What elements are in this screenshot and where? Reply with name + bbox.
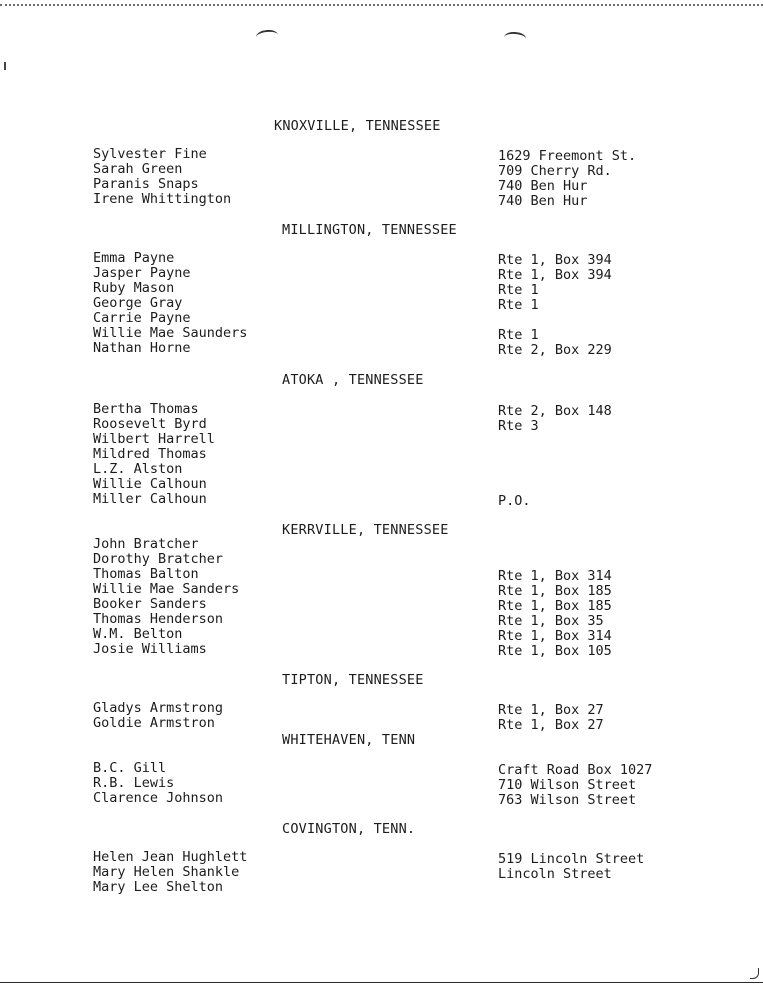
person-name: Thomas Henderson — [93, 611, 224, 627]
person-name: Paranis Snaps — [93, 176, 199, 192]
address: Rte 2, Box 229 — [498, 342, 612, 358]
name-list — [93, 402, 215, 507]
section-heading: TIPTON, TENNESSEE — [282, 672, 424, 688]
person-name: Roosevelt Byrd — [93, 416, 207, 432]
person-name: Mary Lee Shelton — [93, 879, 224, 895]
person-name: R.B. Lewis — [93, 775, 175, 791]
person-name: Clarence Johnson — [93, 790, 224, 806]
person-name: Willie Mae Sanders — [93, 581, 240, 597]
page-bottom-edge — [0, 982, 763, 983]
person-name: Carrie Payne — [93, 310, 191, 326]
address: P.O. — [498, 493, 531, 509]
person-name: Ruby Mason — [93, 280, 175, 296]
section-heading: COVINGTON, TENN. — [282, 821, 416, 837]
binder-hole-mark — [504, 31, 527, 45]
address: 1629 Freemont St. — [498, 148, 637, 164]
person-name: Booker Sanders — [93, 596, 207, 612]
person-name: George Gray — [93, 295, 183, 311]
section-heading: ATOKA , TENNESSEE — [282, 372, 424, 388]
address: Craft Road Box 1027 — [498, 762, 653, 778]
address: Rte 1 — [498, 327, 539, 343]
address: 519 Lincoln Street — [498, 851, 645, 867]
person-name: Goldie Armstron — [93, 715, 215, 731]
person-name: Mildred Thomas — [93, 446, 207, 462]
address — [498, 449, 612, 464]
address: Rte 1, Box 185 — [498, 583, 612, 599]
address — [498, 434, 612, 449]
address — [498, 539, 612, 554]
address: Rte 1, Box 27 — [498, 702, 604, 718]
address: Rte 3 — [498, 418, 539, 434]
section-heading: KNOXVILLE, TENNESSEE — [274, 118, 441, 134]
person-name: Bertha Thomas — [93, 401, 199, 417]
person-name: Wilbert Harrell — [93, 431, 215, 447]
address: 740 Ben Hur — [498, 193, 588, 209]
address: 709 Cherry Rd. — [498, 163, 612, 179]
address: Rte 2, Box 148 — [498, 403, 612, 419]
address — [498, 554, 612, 569]
name-list — [93, 761, 223, 806]
address: 763 Wilson Street — [498, 792, 637, 808]
name-list — [93, 701, 223, 731]
name-list — [93, 850, 247, 895]
address-list — [498, 404, 612, 509]
address: Rte 1, Box 314 — [498, 628, 612, 644]
address: Rte 1 — [498, 297, 539, 313]
binder-hole-mark — [255, 29, 278, 43]
person-name: John Bratcher — [93, 536, 199, 552]
person-name: Miller Calhoun — [93, 491, 207, 507]
person-name: L.Z. Alston — [93, 461, 183, 477]
section-heading: WHITEHAVEN, TENN — [282, 732, 416, 748]
person-name: Gladys Armstrong — [93, 700, 224, 716]
name-list — [93, 147, 231, 207]
person-name: Dorothy Bratcher — [93, 551, 224, 567]
person-name: Emma Payne — [93, 250, 175, 266]
address: Rte 1, Box 394 — [498, 252, 612, 268]
address: Rte 1, Box 27 — [498, 717, 604, 733]
address: Lincoln Street — [498, 866, 612, 882]
address — [498, 479, 612, 494]
address: Rte 1, Box 185 — [498, 598, 612, 614]
address: Rte 1, Box 105 — [498, 643, 612, 659]
person-name: B.C. Gill — [93, 760, 167, 776]
person-name: Willie Calhoun — [93, 476, 207, 492]
address-list — [498, 539, 612, 659]
address — [498, 313, 612, 328]
address: 710 Wilson Street — [498, 777, 637, 793]
address: Rte 1, Box 394 — [498, 267, 612, 283]
person-name: Sylvester Fine — [93, 146, 207, 162]
person-name: Josie Williams — [93, 641, 207, 657]
person-name: Willie Mae Saunders — [93, 325, 248, 341]
person-name: Sarah Green — [93, 161, 183, 177]
address-list — [498, 149, 636, 209]
corner-mark — [750, 968, 759, 979]
address: Rte 1, Box 35 — [498, 613, 604, 629]
section-heading: KERRVILLE, TENNESSEE — [282, 522, 449, 538]
person-name: Jasper Payne — [93, 265, 191, 281]
margin-mark — [4, 62, 6, 70]
person-name: Irene Whittington — [93, 191, 232, 207]
name-list — [93, 251, 247, 356]
address: Rte 1 — [498, 282, 539, 298]
person-name: W.M. Belton — [93, 626, 183, 642]
address-list — [498, 852, 644, 882]
person-name: Nathan Horne — [93, 340, 191, 356]
perforated-edge — [0, 4, 763, 6]
person-name: Helen Jean Hughlett — [93, 849, 248, 865]
address — [498, 464, 612, 479]
person-name: Thomas Balton — [93, 566, 199, 582]
address: 740 Ben Hur — [498, 178, 588, 194]
name-list — [93, 537, 239, 657]
person-name: Mary Helen Shankle — [93, 864, 240, 880]
address: Rte 1, Box 314 — [498, 568, 612, 584]
address-list — [498, 703, 604, 733]
section-heading: MILLINGTON, TENNESSEE — [282, 222, 457, 238]
address-list — [498, 763, 652, 808]
address-list — [498, 253, 612, 358]
